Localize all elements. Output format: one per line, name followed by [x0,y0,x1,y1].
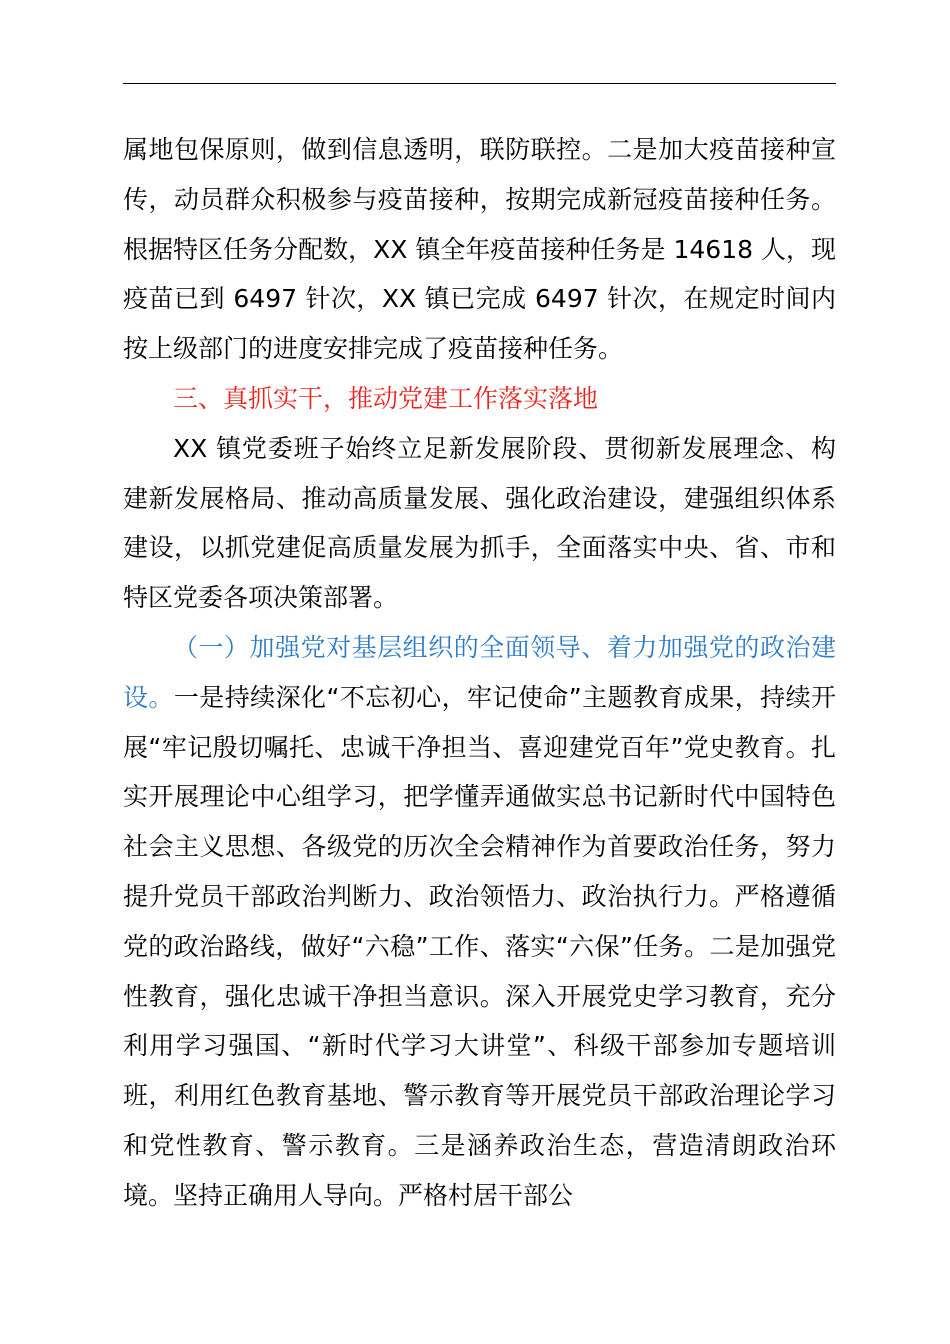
subsection-title-1: （一）加强党对基层组织的全面领导、着力加强党的政治建设。 [123,632,836,712]
paragraph-2: XX 镇党委班子始终立足新发展阶段、贯彻新发展理念、构建新发展格局、推动高质量发展、强化政治建设，建强组织体系建设，以抓党建促高质量发展为抓手，全面落实中央、省、市和特区党委各项决策部署。 [123,433,836,613]
paragraph-3 [123,623,836,1221]
paragraph-1: 属地包保原则，做到信息透明，联防联控。二是加大疫苗接种宣传，动员群众积极参与疫苗接种，按期完成新冠疫苗接种任务。根据特区任务分配数，XX 镇全年疫苗接种任务是 14618 人，现疫苗已到 6497 针次，XX 镇已完成 6497 针次，在规定时间内按上级部门的进度安排完成了疫苗接种任务。 [123,135,836,364]
section-heading-3: 三、真抓实干，推动党建工作落实落地 [173,383,599,413]
header-rule [123,83,836,84]
document-body [123,125,836,1221]
subsection-body-1: 一是持续深化“不忘初心，牢记使命”主题教育成果，持续开展“牢记殷切嘱托、忠诚干净担当、喜迎建党百年”党史教育。扎实开展理论中心组学习，把学懂弄通做实总书记新时代中国特色社会主义思想、各级党的历次全会精神作为首要政治任务，努力提升党员干部政治判断力、政治领悟力、政治执行力。严格遵循党的政治路线，做好“六稳”工作、落实“六保”任务。二是加强党性教育，强化忠诚干净担当意识。深入开展党史学习教育，充分利用学习强国、“新时代学习大讲堂”、科级干部参加专题培训班，利用红色教育基地、警示教育等开展党员干部政治理论学习和党性教育、警示教育。三是涵养政治生态，营造清朗政治环境。坚持正确用人导向。严格村居干部公 [123,682,836,1210]
